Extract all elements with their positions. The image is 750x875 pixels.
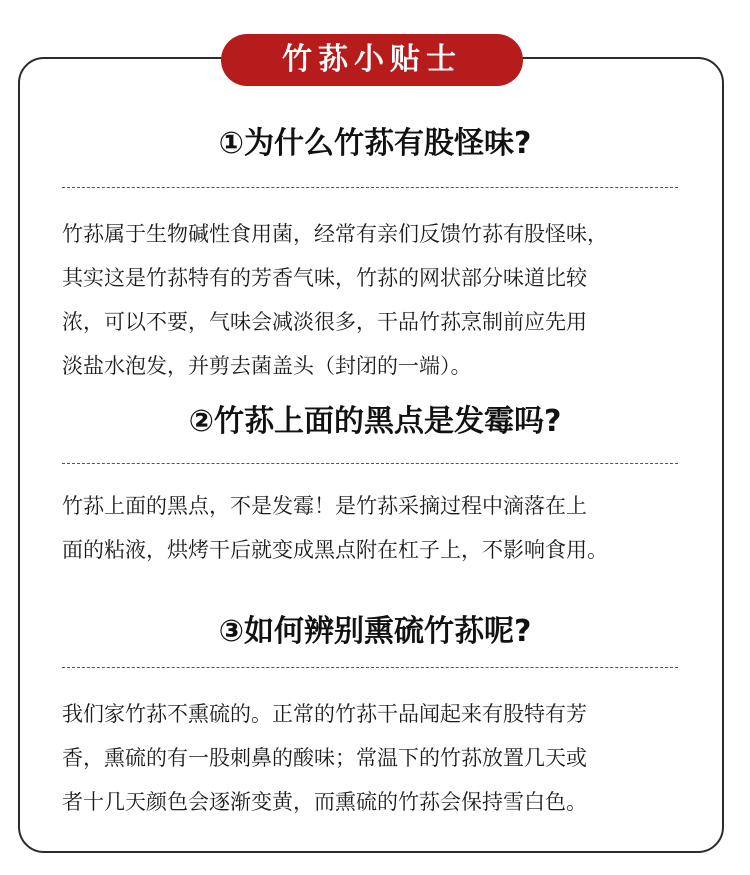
section-1-paragraph bbox=[62, 212, 694, 388]
section-3-paragraph bbox=[62, 692, 694, 824]
section-1-line-1: 竹荪属于生物碱性食用菌，经常有亲们反馈竹荪有股怪味， bbox=[62, 222, 608, 246]
section-3-line-2: 香，熏硫的有一股刺鼻的酸味；常温下的竹荪放置几天或 bbox=[62, 746, 587, 770]
section-2-heading: ②竹荪上面的黑点是发霉吗? bbox=[188, 404, 562, 439]
section-1-heading: ①为什么竹荪有股怪味? bbox=[218, 126, 532, 161]
section-1-divider bbox=[62, 187, 678, 188]
section-1-line-2: 其实这是竹荪特有的芳香气味，竹荪的网状部分味道比较 bbox=[62, 266, 587, 290]
section-2-line-2: 面的粘液，烘烤干后就变成黑点附在杠子上，不影响食用。 bbox=[62, 538, 608, 562]
section-1-line-3: 浓，可以不要，气味会减淡很多，干品竹荪烹制前应先用 bbox=[62, 310, 587, 334]
section-2-paragraph bbox=[62, 484, 694, 572]
section-3-divider bbox=[62, 667, 678, 668]
section-2-line-1: 竹荪上面的黑点，不是发霉！是竹荪采摘过程中滴落在上 bbox=[62, 494, 587, 518]
section-2-divider bbox=[62, 463, 678, 464]
banner-title: 竹荪小贴士 bbox=[282, 42, 462, 77]
tips-banner bbox=[221, 34, 523, 86]
section-3-line-3: 者十几天颜色会逐渐变黄，而熏硫的竹荪会保持雪白色。 bbox=[62, 790, 587, 814]
section-3-line-1: 我们家竹荪不熏硫的。正常的竹荪干品闻起来有股特有芳 bbox=[62, 702, 587, 726]
section-1-line-4: 淡盐水泡发，并剪去菌盖头（封闭的一端）。 bbox=[62, 354, 472, 378]
section-3-heading: ③如何辨别熏硫竹荪呢? bbox=[218, 614, 532, 649]
